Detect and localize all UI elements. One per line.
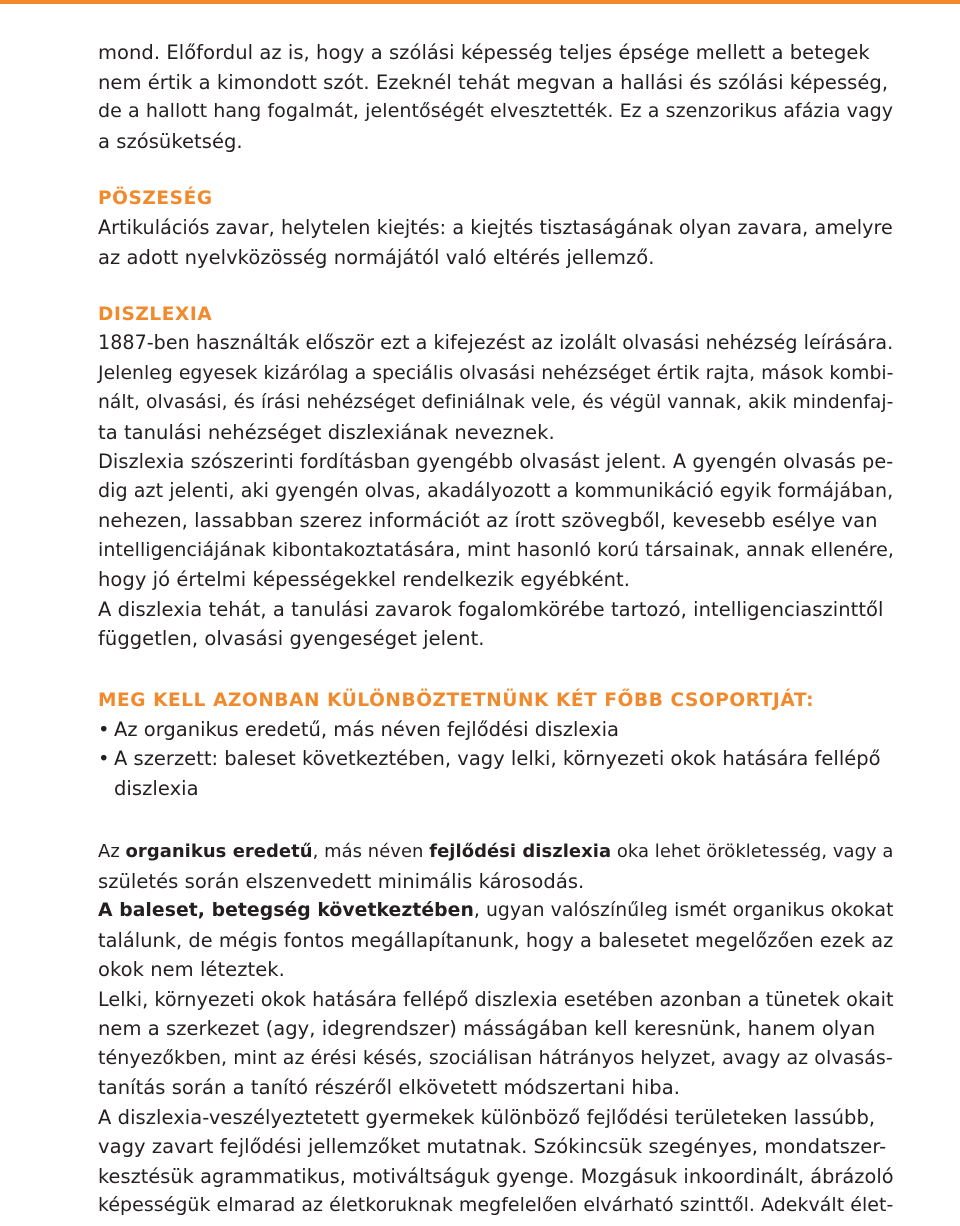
bullet-text: A szerzett: baleset következtében, vagy lelki, környezeti okok hatására fellépő: [114, 747, 881, 770]
section-heading: PÖSZESÉG: [98, 188, 213, 209]
section-organic: [98, 837, 898, 1221]
bullet-item: [98, 744, 898, 774]
text-line: Diszlexia szószerinti fordításban gyengébb olvasást jelent. A gyengén olvasás pe-: [98, 450, 894, 473]
top-orange-rule: [0, 0, 960, 4]
section-poszeseg: [98, 184, 898, 272]
text-line: születés során elszenvedett minimális károsodás.: [98, 869, 585, 893]
text-line: kesztésük agrammatikus, motiváltságuk gyenge. Mozgásuk inkoordinált, ábrázoló: [98, 1164, 894, 1188]
bullet-icon: •: [98, 747, 110, 770]
text-line: nált, olvasási, és írási nehézséget definiálnak vele, és végül vannak, akik mindenfaj-: [98, 392, 894, 413]
text-line: vagy zavart fejlődési jellemzőket mutatnak. Szókincsük szegényes, mondatszer-: [98, 1135, 887, 1158]
intro-paragraph: [98, 38, 898, 156]
section-heading: MEG KELL AZONBAN KÜLÖNBÖZTETNÜNK KÉT FŐBB CSOPORTJÁT:: [98, 689, 815, 711]
text-line: független, olvasási gyengeséget jelent.: [98, 627, 485, 650]
text-line: nem a szerkezet (agy, idegrendszer) másságában kell keresnünk, hanem olyan: [98, 1017, 876, 1040]
text-line: a szósüketség.: [98, 129, 243, 153]
text-line: de a hallott hang fogalmát, jelentőségét elvesztették. Ez a szenzorikus afázia vagy: [98, 100, 894, 122]
text-line: tanítás során a tanító részéről elkövetett módszertani hiba.: [98, 1076, 680, 1099]
text-line: találunk, de mégis fontos megállapítanunk, hogy a balesetet megelőzően ezek az: [98, 928, 894, 952]
bullet-text-continuation: diszlexia: [114, 776, 199, 800]
text-line: ta tanulási nehézséget diszlexiának neveznek.: [98, 420, 555, 444]
text-line: intelligenciájának kibontakoztatására, mint hasonló korú társainak, annak ellenére,: [98, 538, 894, 561]
text-line: képességük elmarad az életkoruknak megfelelően elvárható szinttől. Adekvált élet-: [98, 1194, 894, 1216]
bold-term: fejlődési diszlexia: [429, 841, 612, 862]
text-line: okok nem léteztek.: [98, 958, 285, 981]
text-line: Artikulációs zavar, helytelen kiejtés: a kiejtés tisztaságának olyan zavara, amelyre: [98, 216, 893, 239]
text-line: A diszlexia tehát, a tanulási zavarok fogalomkörébe tartozó, intelligenciaszinttől: [98, 597, 884, 621]
document-page: [98, 38, 898, 1221]
text-line: A diszlexia-veszélyeztetett gyermekek különböző fejlődési területeken lassúbb,: [98, 1105, 876, 1129]
text-line: 1887-ben használták először ezt a kifejezést az izolált olvasási nehézség leírására.: [98, 332, 894, 354]
text-line: A baleset, betegség következtében, ugyan valószínűleg ismét organikus okokat: [98, 900, 894, 921]
section-heading: DISZLEXIA: [98, 304, 213, 325]
bold-term: A baleset, betegség következtében: [98, 900, 474, 921]
section-groups: [98, 686, 898, 804]
text-line: hogy jó értelmi képességekkel rendelkezik egyébként.: [98, 568, 630, 591]
bold-term: organikus eredetű: [125, 841, 313, 862]
text-line: Jelenleg egyesek kizárólag a speciális olvasási nehézséget értik rajta, mások kombi-: [98, 362, 894, 384]
bullet-icon: •: [98, 717, 110, 741]
text-line: dig azt jelenti, aki gyengén olvas, akadályozott a kommunikáció egyik formájában,: [98, 479, 894, 502]
text-line: nehezen, lassabban szerez információt az írott szövegből, kevesebb esélye van: [98, 509, 878, 532]
bullet-item: [98, 715, 898, 745]
text-line: Lelki, környezeti okok hatására fellépő diszlexia esetében azonban a tünetek okait: [98, 987, 894, 1011]
text-line: mond. Előfordul az is, hogy a szólási képesség teljes épsége mellett a betegek: [98, 41, 870, 64]
text-line: nem értik a kimondott szót. Ezeknél tehát megvan a hallási és szólási képesség,: [98, 70, 889, 94]
bullet-text: Az organikus eredetű, más néven fejlődési diszlexia: [114, 717, 619, 741]
text-line: Az organikus eredetű, más néven fejlődési diszlexia oka lehet örökletesség, vagy a: [98, 841, 894, 862]
text-line: az adott nyelvközösség normájától való eltérés jellemző.: [98, 245, 655, 269]
text-line: tényezőkben, mint az érési késés, szociálisan hátrányos helyzet, avagy az olvasás-: [98, 1046, 893, 1069]
section-diszlexia: [98, 300, 898, 654]
